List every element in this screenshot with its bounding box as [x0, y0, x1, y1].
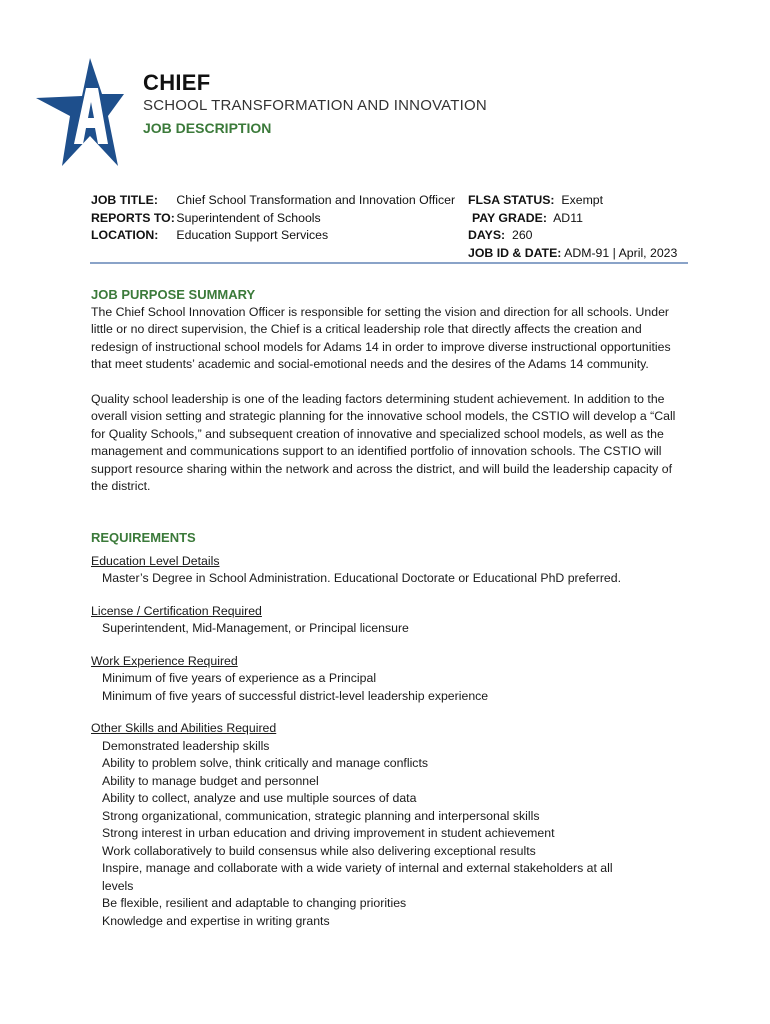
- requirements-section: [91, 529, 691, 930]
- pay-grade-row: [468, 210, 677, 228]
- experience-heading: Work Experience Required: [91, 653, 238, 668]
- list-item: Ability to problem solve, think critically and manage conflicts: [102, 756, 429, 770]
- list-item: Strong interest in urban education and driving improvement in student achievement: [102, 826, 555, 840]
- reports-to-row: [91, 210, 455, 228]
- days-row: [468, 227, 677, 245]
- list-item: Be flexible, resilient and adaptable to changing priorities: [102, 896, 407, 910]
- days-label: DAYS:: [468, 228, 506, 242]
- job-info-right: [468, 192, 677, 262]
- days-value: 260: [511, 228, 533, 242]
- license-heading: License / Certification Required: [91, 603, 262, 618]
- list-item: Minimum of five years of experience as a Principal: [102, 671, 377, 685]
- flsa-row: [468, 192, 677, 210]
- location-row: [91, 227, 455, 245]
- reports-to-value: Superintendent of Schools: [176, 210, 321, 225]
- job-purpose-paragraph-2: Quality school leadership is one of the leading factors determining student achievement. In addition to the overall vision setting and strategic planning for the innovative school models, the CSTIO will develop a “Call for Quality Schools,” and subsequent creation of innovative and specialized school models, as well as the management and communications support to an identified portfolio of innovation schools. The CSTIO will support resource sharing within the network and across the district, and will build the leadership capacity of the district.: [91, 391, 676, 493]
- job-purpose-paragraph-1: The Chief School Innovation Officer is responsible for setting the vision and direction for all schools. Under little or no direct supervision, the Chief is a critical leadership role that directly affects the creation and redesign of instructional school models for Adams 14 in order to improve diverse instructional opportunities that meet students’ academic and social-emotional needs and the desires of the Adams 14 community.: [91, 304, 671, 371]
- job-title-row: [91, 192, 455, 210]
- job-purpose-section: [91, 286, 691, 496]
- flsa-label: FLSA STATUS:: [468, 193, 555, 207]
- job-title-label: JOB TITLE:: [91, 193, 158, 207]
- job-purpose-title: JOB PURPOSE SUMMARY: [91, 287, 256, 302]
- list-item: Minimum of five years of successful district-level leadership experience: [102, 688, 489, 703]
- list-item: Ability to collect, analyze and use multiple sources of data: [102, 791, 417, 805]
- location-label: LOCATION:: [91, 228, 159, 242]
- education-heading: Education Level Details: [91, 553, 220, 568]
- pay-grade-label: PAY GRADE:: [472, 210, 547, 225]
- education-details: Master’s Degree in School Administration. Educational Doctorate or Educational PhD preferred.: [102, 571, 622, 585]
- job-title-value: Chief School Transformation and Innovation Officer: [176, 193, 456, 207]
- list-item: Inspire, manage and collaborate with a wide variety of internal and external stakeholders at all levels: [102, 861, 613, 893]
- job-id-row: [468, 245, 677, 263]
- list-item: Ability to manage budget and personnel: [102, 773, 319, 788]
- requirements-title: REQUIREMENTS: [91, 530, 196, 545]
- reports-to-label: REPORTS TO:: [91, 210, 175, 225]
- document-title: CHIEF: [143, 70, 211, 95]
- flsa-value: Exempt: [561, 193, 604, 207]
- job-info-left: [91, 192, 455, 245]
- document-type: JOB DESCRIPTION: [143, 120, 272, 136]
- list-item: Demonstrated leadership skills: [102, 738, 270, 753]
- location-value: Education Support Services: [176, 228, 329, 242]
- skills-heading: Other Skills and Abilities Required: [91, 721, 277, 735]
- job-id-label: JOB ID & DATE:: [468, 245, 562, 260]
- document-subtitle: SCHOOL TRANSFORMATION AND INNOVATION: [143, 97, 487, 114]
- license-details: Superintendent, Mid-Management, or Principal licensure: [102, 621, 409, 635]
- list-item: Strong organizational, communication, strategic planning and interpersonal skills: [102, 808, 540, 823]
- job-id-value: ADM-91 | April, 2023: [564, 245, 678, 260]
- header-divider: [90, 262, 688, 264]
- pay-grade-value: AD11: [553, 210, 583, 225]
- list-item: Work collaboratively to build consensus while also delivering exceptional results: [102, 843, 536, 858]
- list-item: Knowledge and expertise in writing grants: [102, 913, 330, 928]
- star-a-logo-icon: [36, 58, 124, 168]
